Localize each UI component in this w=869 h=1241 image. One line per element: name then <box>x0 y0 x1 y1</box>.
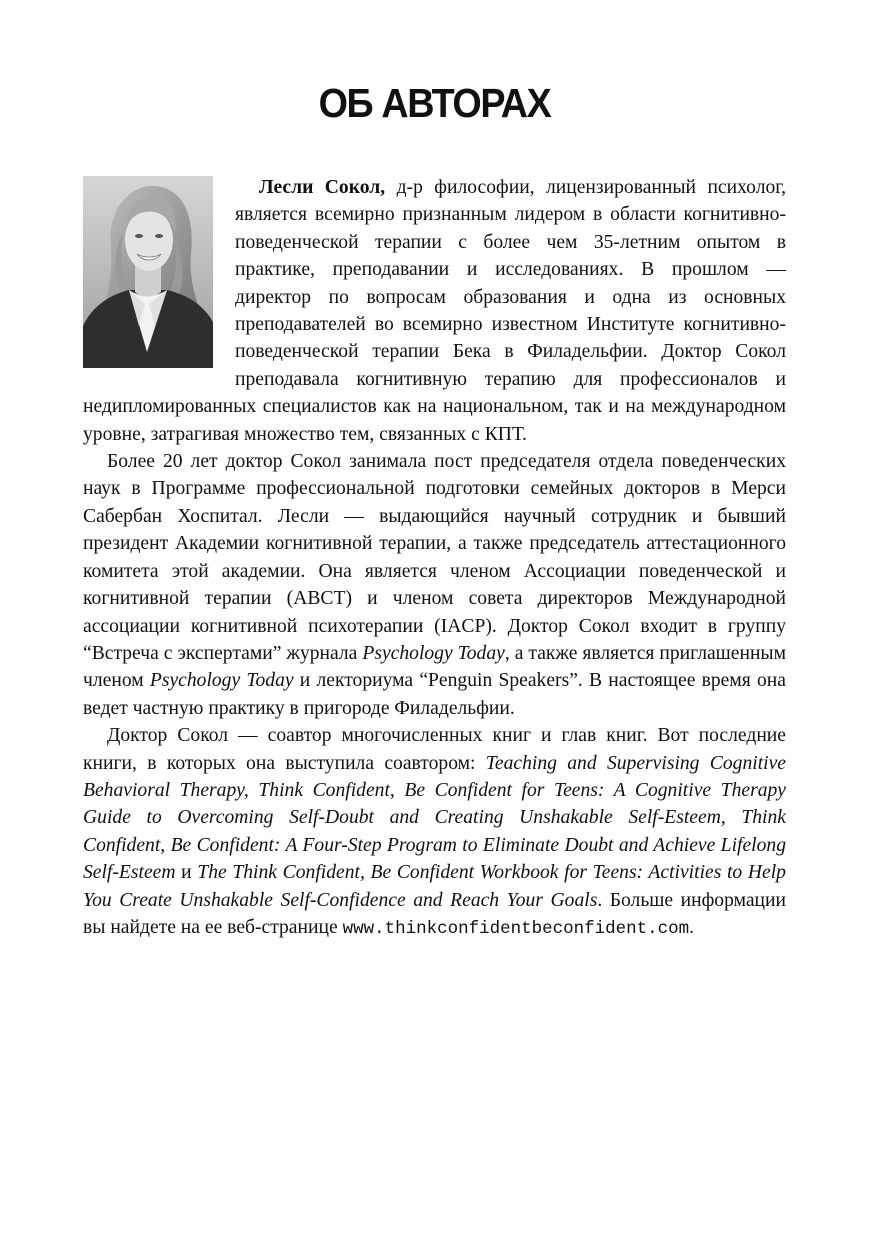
magazine-title: Psychology Today <box>362 642 505 664</box>
bio-paragraph-3: Доктор Сокол — соавтор многочисленных книг и глав книг. Вот последние книги, в которых она выступила соавтором: Teaching and Supervising Cognitive Behavioral Therapy, Think Confident, Be Confident for Teens: A Cognitive Therapy Guide to Overcoming Self-Doubt and Creating Unshakable Self-Esteem, Think Confident, Be Confident: A Four-Step Program to Eliminate Doubt and Achieve Lifelong Self-Esteem и The Think Confident, Be Confident Workbook for Teens: Activities to Help You Create Unshakable Self-Confidence and Reach Your Goals. Больше информации вы найдете на ее веб-странице www.thinkconfidentbeconfident.com. <box>83 725 786 939</box>
bio-paragraph-1: Лесли Сокол, д-р философии, лицензированный психолог, является всемирно признанным лидером в области когнитивно-поведенческой терапии с более чем 35-летним опытом в практике, преподавании и исследованиях. В прошлом — директор по вопросам образования и одна из основных преподавателей во всемирно известном Институте когнитивно-поведенческой терапии Бека в Филадельфии. Доктор Сокол преподавала когнитивную терапию для профессионалов и недипломированных специалистов как на национальном, так и на международном уровне, затрагивая множество тем, связанных с КПТ. <box>83 177 786 445</box>
book-titles: Teaching and Supervising Cognitive Behavioral Therapy, Think Confident, Be Confident for Teens: A Cognitive Therapy Guide to Overcoming Self-Doubt and Creating Unshakable Self-Esteem, Think Confident, Be Confident: A Four-Step Program to Eliminate Doubt and Achieve Lifelong Self-Esteem <box>83 752 786 884</box>
book-title: The Think Confident, Be Confident Workbook for Teens: Activities to Help You Create Unshakable Self-Confidence and Reach Your Goals <box>83 862 786 911</box>
bio-paragraph-2: Более 20 лет доктор Сокол занимала пост председателя отдела поведенческих наук в Программе профессиональной подготовки семейных докторов в Мерси Сабербан Хоспитал. Лесли — выдающийся научный сотрудник и бывший президент Академии когнитивной терапии, а также председатель аттестационного комитета этой академии. Она является членом Ассоциации поведенческой и когнитивной терапии (ABCT) и членом совета директоров Международной ассоциации когнитивной психотерапии (IACP). Доктор Сокол входит в группу “Встреча с экспертами” журнала Psychology Today, а также является приглашенным членом Psychology Today и лекториума “Penguin Speakers”. В настоящее время она ведет частную практику в пригороде Филадельфии. <box>83 451 786 719</box>
page-title: ОБ АВТОРАХ <box>318 80 551 126</box>
author-name: Лесли Сокол, <box>259 177 386 198</box>
page <box>83 78 786 943</box>
author-photo <box>83 176 213 368</box>
author-bio <box>83 174 786 943</box>
website-link[interactable]: www.thinkconfidentbeconfident.com <box>342 918 690 939</box>
magazine-title: Psychology Today <box>149 670 294 692</box>
